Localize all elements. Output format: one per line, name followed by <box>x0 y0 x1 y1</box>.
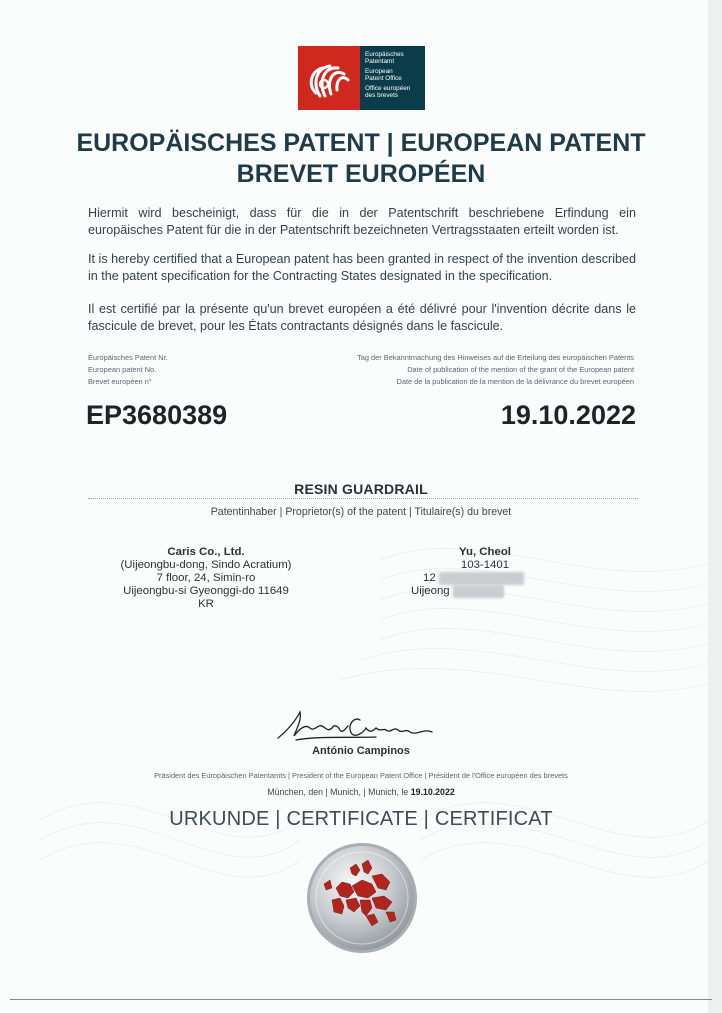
page-title-line2: BREVET EUROPÉEN <box>236 160 486 188</box>
proprietor-address-line: 103-1401 <box>460 559 510 571</box>
certificate-heading: URKUNDE | CERTIFICATE | CERTIFICAT <box>169 808 553 830</box>
proprietor-address-line: 7 floor, 24, Simin-ro <box>156 572 256 584</box>
silver-seal-europe-map <box>306 842 418 954</box>
logo-text-de: Europäisches Patentamt <box>365 51 404 66</box>
proprietor-1 <box>96 546 316 611</box>
epo-emblem-icon <box>298 46 360 110</box>
logo-text-en: European Patent Office <box>365 68 402 83</box>
proprietor-address-line-redacted: Uijeong <box>405 585 565 598</box>
grant-date: 19.10.2022 <box>500 400 636 430</box>
certification-text-en: It is hereby certified that a European patent has been granted in respect of the invention described in the patent specification for the Contracting States designated in the specification. <box>88 252 636 283</box>
grant-date-labels: Tag der Bekanntmachung des Hinweises auf die Erteilung des europäischen Patents Date of publication of the mention of the grant of the European patent Date de la publication de la mention de la délivrance du brevet européen <box>357 353 634 386</box>
proprietor-name: Yu, Cheol <box>459 546 511 558</box>
certification-text-fr: Il est certifié par la présente qu'un brevet européen a été délivré pour l'invention décrite dans le fascicule de brevet, pour les États contractants désignés dans le fascicule. <box>88 302 636 333</box>
epo-logo <box>298 46 425 110</box>
signatory-name: António Campinos <box>312 745 410 757</box>
president-signature <box>276 706 446 746</box>
invention-title: RESIN GUARDRAIL <box>294 481 428 497</box>
page-title: EUROPÄISCHES PATENT | EUROPEAN PATENT <box>76 129 646 157</box>
epo-logo-text-panel <box>360 46 425 110</box>
place-and-date: München, den | Munich, | Munich, le 19.10.2022 <box>267 787 455 797</box>
proprietor-address-line: (Uijeongbu-dong, Sindo Acratium) <box>120 559 292 571</box>
patent-number: EP3680389 <box>86 400 228 430</box>
proprietor-address-line: Uijeongbu-si Gyeonggi-do 11649 <box>123 585 289 597</box>
redaction-blur <box>439 572 524 585</box>
bottom-rule <box>10 999 712 1000</box>
redaction-blur <box>453 585 504 598</box>
proprietor-label: Patentinhaber | Proprietor(s) of the patent | Titulaire(s) du brevet <box>210 506 512 518</box>
epo-logo-mark <box>298 46 360 110</box>
signatory-title: Präsident des Europäischen Patentamts | President of the European Patent Office | Président de l'Office européen des brevets <box>154 771 568 780</box>
certification-text-de: Hiermit wird bescheinigt, dass für die in der Patentschrift beschriebene Erfindung ein europäisches Patent für die in der Patentschrift bezeichneten Vertragsstaaten erteilt worden ist. <box>88 206 636 237</box>
patent-number-labels: Europäisches Patent Nr. European patent No. Brevet européen n° <box>88 353 168 386</box>
proprietor-name: Caris Co., Ltd. <box>167 546 245 558</box>
divider <box>88 498 638 499</box>
proprietor-address-line-redacted: 12 <box>405 572 565 585</box>
logo-text-fr: Office européen des brevets <box>365 85 411 100</box>
proprietor-country: KR <box>198 598 214 610</box>
proprietor-2 <box>405 546 565 598</box>
